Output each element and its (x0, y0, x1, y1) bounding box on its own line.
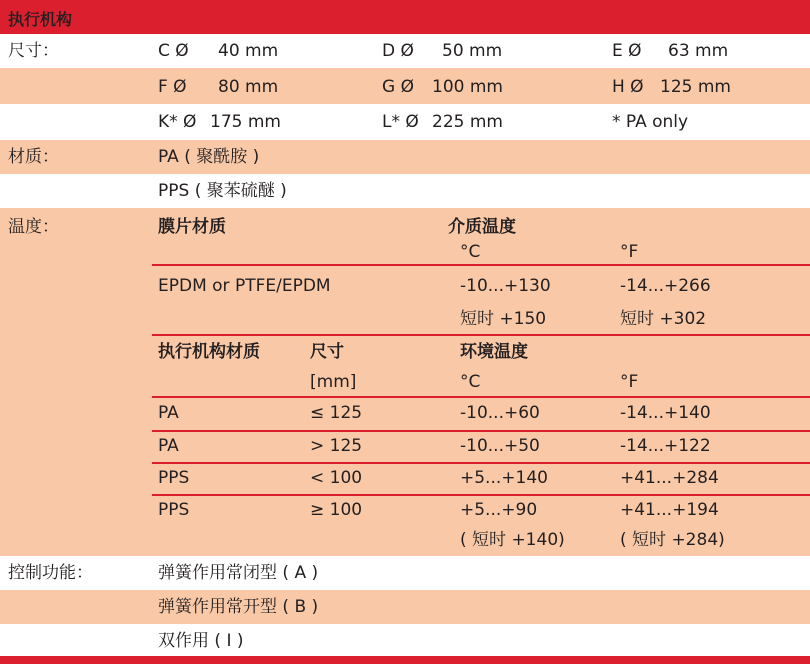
ambient-c: +5...+90 (460, 500, 538, 520)
temp-rule (152, 264, 810, 266)
size-header: 尺寸 (310, 342, 344, 362)
temp-rule (152, 430, 810, 432)
ambient-f: +41...+284 (620, 468, 719, 488)
size-code: G Ø (382, 77, 414, 97)
header-bar (0, 0, 810, 34)
size-value: 175 mm (210, 112, 281, 132)
size-code: F Ø (158, 77, 187, 97)
size-code: C Ø (158, 41, 189, 61)
temp-rule (152, 334, 810, 336)
temp-rule (152, 396, 810, 398)
membrane-c-short: 短时 +150 (460, 309, 547, 329)
control-option-nc: 弹簧作用常闭型 ( A ) (158, 563, 319, 583)
membrane-c: -10...+130 (460, 276, 551, 296)
size-value: 63 mm (668, 41, 729, 61)
control-row-2-bg (0, 590, 810, 624)
material-label: 材质： (8, 147, 59, 167)
membrane-header: 膜片材质 (158, 217, 226, 237)
size-value: 125 mm (660, 77, 731, 97)
size-value: 40 mm (218, 41, 279, 61)
size-value: 50 mm (442, 41, 503, 61)
size-value: 80 mm (218, 77, 279, 97)
actuator-header: 执行机构材质 (158, 342, 260, 362)
material-row-2-bg (0, 174, 810, 208)
material-row-1-bg (0, 140, 810, 174)
ambient-size: < 100 (310, 468, 363, 488)
ambient-size: ≤ 125 (310, 403, 363, 423)
membrane-f-short: 短时 +302 (620, 309, 707, 329)
ambient-material: PA (158, 436, 179, 456)
unit-f: °F (620, 242, 639, 262)
ambient-f: +41...+194 (620, 500, 719, 520)
ambient-c: -10...+50 (460, 436, 540, 456)
size-code: H Ø (612, 77, 644, 97)
unit-c: °C (460, 372, 481, 392)
size-code: K* Ø (158, 112, 197, 132)
size-label: 尺寸： (8, 41, 59, 61)
control-option-no: 弹簧作用常开型 ( B ) (158, 597, 319, 617)
ambient-material: PA (158, 403, 179, 423)
membrane-f: -14...+266 (620, 276, 711, 296)
ambient-size: ≥ 100 (310, 500, 363, 520)
material-pa: PA ( 聚酰胺 ) (158, 147, 260, 167)
control-label: 控制功能： (8, 563, 93, 583)
ambient-size: > 125 (310, 436, 363, 456)
material-pps: PPS ( 聚苯硫醚 ) (158, 181, 287, 201)
temp-rule (152, 494, 810, 496)
ambient-f-short: ( 短时 +284) (620, 530, 725, 550)
unit-f: °F (620, 372, 639, 392)
size-footnote: * PA only (612, 112, 689, 132)
ambient-material: PPS (158, 500, 190, 520)
ambient-header: 环境温度 (460, 342, 528, 362)
ambient-f: -14...+140 (620, 403, 711, 423)
ambient-material: PPS (158, 468, 190, 488)
membrane-material: EPDM or PTFE/EPDM (158, 276, 331, 296)
control-option-da: 双作用 ( I ) (158, 631, 244, 651)
unit-c: °C (460, 242, 481, 262)
size-value: 100 mm (432, 77, 503, 97)
page-title: 执行机构 (8, 10, 73, 29)
size-unit: [mm] (310, 372, 357, 392)
size-code: L* Ø (382, 112, 419, 132)
control-row-1-bg (0, 556, 810, 590)
size-value: 225 mm (432, 112, 503, 132)
ambient-c: -10...+60 (460, 403, 540, 423)
temperature-label: 温度： (8, 217, 59, 237)
size-code: E Ø (612, 41, 642, 61)
medium-temp-header: 介质温度 (448, 217, 516, 237)
ambient-c-short: ( 短时 +140) (460, 530, 565, 550)
size-code: D Ø (382, 41, 414, 61)
ambient-f: -14...+122 (620, 436, 711, 456)
control-row-3-bg (0, 624, 810, 656)
ambient-c: +5...+140 (460, 468, 548, 488)
temp-rule (152, 462, 810, 464)
footer-bar (0, 656, 810, 664)
